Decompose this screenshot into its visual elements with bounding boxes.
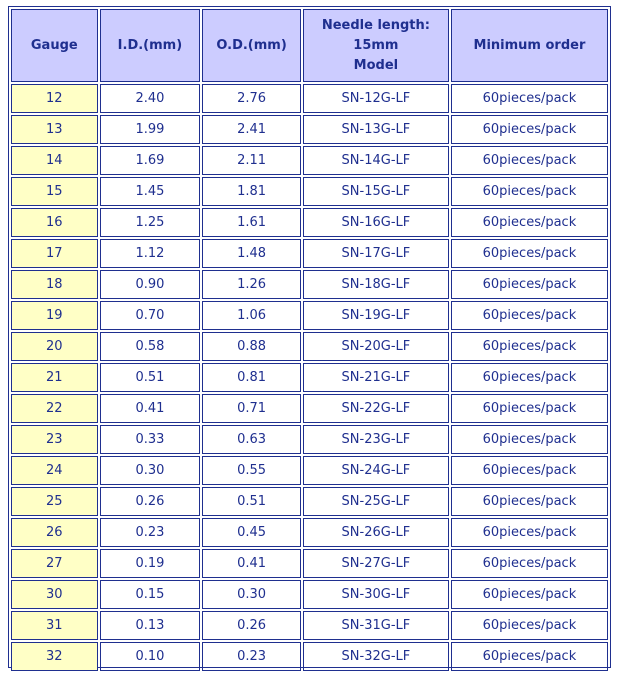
minimum-order-cell: 60pieces/pack [451,394,608,423]
id-cell: 0.10 [100,642,201,671]
minimum-order-cell: 60pieces/pack [451,239,608,268]
minimum-order-cell: 60pieces/pack [451,270,608,299]
gauge-header [11,9,98,82]
od-cell: 0.45 [202,518,301,547]
gauge-cell: 17 [11,239,98,268]
gauge-cell: 23 [11,425,98,454]
model-cell: SN-23G-LF [303,425,449,454]
od-cell: 0.55 [202,456,301,485]
gauge-cell: 25 [11,487,98,516]
gauge-cell: 32 [11,642,98,671]
table-row [11,146,608,175]
model-cell: SN-16G-LF [303,208,449,237]
minimum-order-cell: 60pieces/pack [451,177,608,206]
od-cell: 0.88 [202,332,301,361]
model-cell: SN-32G-LF [303,642,449,671]
id-cell: 0.13 [100,611,201,640]
minimum-order-cell: 60pieces/pack [451,425,608,454]
needle-spec-table-frame [8,6,611,668]
id-cell: 1.25 [100,208,201,237]
table-row [11,301,608,330]
od-header [202,9,301,82]
model-cell: SN-27G-LF [303,549,449,578]
minimum-order-cell: 60pieces/pack [451,84,608,113]
model-cell: SN-22G-LF [303,394,449,423]
minimum-order-header [451,9,608,82]
minimum-order-cell: 60pieces/pack [451,580,608,609]
gauge-cell: 22 [11,394,98,423]
model-cell: SN-20G-LF [303,332,449,361]
model-cell: SN-19G-LF [303,301,449,330]
id-cell: 2.40 [100,84,201,113]
od-cell: 1.06 [202,301,301,330]
od-cell: 0.63 [202,425,301,454]
id-cell: 0.19 [100,549,201,578]
minimum-order-cell: 60pieces/pack [451,549,608,578]
model-cell: SN-31G-LF [303,611,449,640]
table-row [11,84,608,113]
model-cell: SN-24G-LF [303,456,449,485]
model-cell: SN-17G-LF [303,239,449,268]
model-cell: SN-21G-LF [303,363,449,392]
id-cell: 1.45 [100,177,201,206]
needle-spec-table [9,7,610,673]
od-cell: 0.41 [202,549,301,578]
table-row [11,456,608,485]
od-cell: 0.23 [202,642,301,671]
header-line: Minimum order [473,37,586,53]
header-line: O.D.(mm) [216,37,287,53]
minimum-order-cell: 60pieces/pack [451,332,608,361]
table-row [11,208,608,237]
model-cell: SN-30G-LF [303,580,449,609]
table-row [11,394,608,423]
gauge-cell: 26 [11,518,98,547]
minimum-order-cell: 60pieces/pack [451,611,608,640]
id-header [100,9,201,82]
model-cell: SN-18G-LF [303,270,449,299]
minimum-order-cell: 60pieces/pack [451,208,608,237]
id-cell: 0.33 [100,425,201,454]
minimum-order-cell: 60pieces/pack [451,518,608,547]
table-row [11,177,608,206]
id-cell: 0.90 [100,270,201,299]
od-cell: 2.76 [202,84,301,113]
gauge-cell: 15 [11,177,98,206]
table-row [11,239,608,268]
od-cell: 0.26 [202,611,301,640]
id-cell: 1.99 [100,115,201,144]
id-cell: 0.15 [100,580,201,609]
od-cell: 0.81 [202,363,301,392]
header-line: Needle length: [321,17,430,33]
model-cell: SN-26G-LF [303,518,449,547]
od-cell: 0.71 [202,394,301,423]
model-cell: SN-14G-LF [303,146,449,175]
model-cell: SN-15G-LF [303,177,449,206]
table-row [11,642,608,671]
minimum-order-cell: 60pieces/pack [451,456,608,485]
gauge-cell: 18 [11,270,98,299]
table-header-row [11,9,608,82]
id-cell: 0.26 [100,487,201,516]
gauge-cell: 20 [11,332,98,361]
table-row [11,518,608,547]
od-cell: 0.30 [202,580,301,609]
gauge-cell: 31 [11,611,98,640]
id-cell: 0.30 [100,456,201,485]
table-row [11,487,608,516]
id-cell: 0.70 [100,301,201,330]
minimum-order-cell: 60pieces/pack [451,642,608,671]
header-line: 15mm [353,37,399,53]
minimum-order-cell: 60pieces/pack [451,301,608,330]
table-row [11,611,608,640]
table-row [11,115,608,144]
id-cell: 0.23 [100,518,201,547]
minimum-order-cell: 60pieces/pack [451,115,608,144]
table-row [11,363,608,392]
table-body [11,84,608,671]
table-row [11,332,608,361]
model-cell: SN-12G-LF [303,84,449,113]
id-cell: 0.51 [100,363,201,392]
id-cell: 1.12 [100,239,201,268]
gauge-cell: 27 [11,549,98,578]
id-cell: 0.41 [100,394,201,423]
model-cell: SN-25G-LF [303,487,449,516]
minimum-order-cell: 60pieces/pack [451,487,608,516]
table-row [11,425,608,454]
gauge-cell: 21 [11,363,98,392]
od-cell: 1.26 [202,270,301,299]
gauge-cell: 19 [11,301,98,330]
table-row [11,580,608,609]
gauge-cell: 30 [11,580,98,609]
table-row [11,270,608,299]
od-cell: 1.81 [202,177,301,206]
model-header [303,9,449,82]
gauge-cell: 24 [11,456,98,485]
gauge-cell: 12 [11,84,98,113]
header-line: Model [353,57,399,73]
od-cell: 0.51 [202,487,301,516]
od-cell: 1.61 [202,208,301,237]
header-line: I.D.(mm) [117,37,183,53]
minimum-order-cell: 60pieces/pack [451,146,608,175]
id-cell: 0.58 [100,332,201,361]
header-line: Gauge [30,37,78,53]
minimum-order-cell: 60pieces/pack [451,363,608,392]
model-cell: SN-13G-LF [303,115,449,144]
id-cell: 1.69 [100,146,201,175]
od-cell: 1.48 [202,239,301,268]
od-cell: 2.41 [202,115,301,144]
gauge-cell: 13 [11,115,98,144]
gauge-cell: 16 [11,208,98,237]
od-cell: 2.11 [202,146,301,175]
gauge-cell: 14 [11,146,98,175]
table-row [11,549,608,578]
